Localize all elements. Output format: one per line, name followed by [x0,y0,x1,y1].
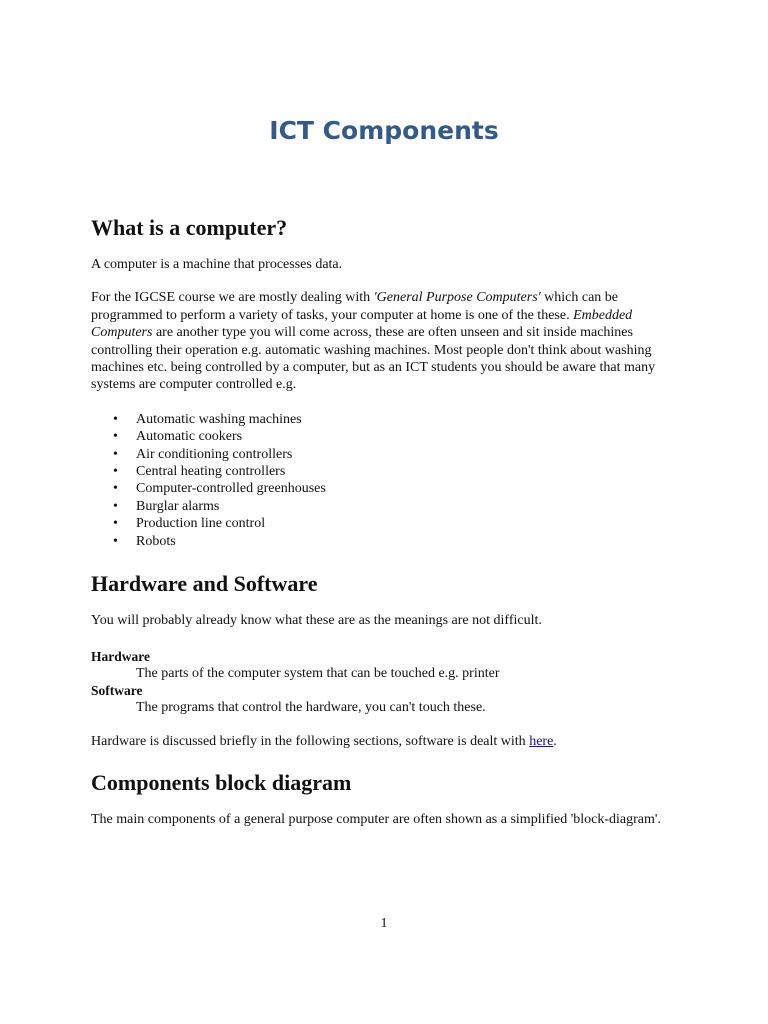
text-run: . [553,733,557,749]
list-item [91,428,691,445]
list-item-text: Air conditioning controllers [136,446,293,462]
definition-software: The programs that control the hardware, you can't touch these. [136,699,486,715]
list-item-text: Central heating controllers [136,464,286,480]
list-item [91,498,691,515]
paragraph-block-diagram: The main components of a general purpose computer are often shown as a simplified 'block-diagram'. [91,811,661,827]
list-item [91,446,691,463]
term-hardware: Hardware [91,648,150,664]
text-run: Hardware is discussed briefly in the following sections, software is dealt with [91,733,530,749]
page-title: ICT Components [269,116,499,145]
paragraph-intro: You will probably already know what these are as the meanings are not difficult. [91,613,542,629]
emphasis-general-purpose: 'General Purpose Computers' [373,290,541,306]
examples-list [91,411,691,550]
software-link[interactable]: here [529,733,554,749]
bullet: • [113,498,118,514]
list-item-text: Automatic washing machines [136,411,302,427]
term-software: Software [91,682,143,698]
list-item-text: Automatic cookers [136,429,243,445]
definition-hardware: The parts of the computer system that can be touched e.g. printer [136,665,500,681]
page-number: 1 [380,916,388,931]
emphasis-embedded: Embedded Computers [91,307,633,341]
bullet: • [113,533,118,549]
text-run: For the IGCSE course we are mostly dealing with [91,290,374,306]
paragraph-computer-types [91,289,691,393]
bullet: • [113,411,118,427]
list-item [91,515,691,532]
list-item [91,411,691,428]
bullet: • [113,446,118,462]
definition-list [91,648,691,716]
list-item-text: Computer-controlled greenhouses [136,481,326,497]
bullet: • [113,516,118,532]
bullet: • [113,481,118,497]
list-item-text: Production line control [136,516,266,532]
list-item-text: Robots [136,533,176,549]
bullet: • [113,429,118,445]
list-item [91,480,691,497]
list-item [91,463,691,480]
text-run: are another type you will come across, these are often unseen and sit inside machines controlling their operation e.g. automatic washing machines. Most people don't think about washing machines etc. being controlled by a computer, but as an ICT students you should be aware that many systems are computer controlled e.g. [91,325,656,393]
paragraph-definition: A computer is a machine that processes data. [91,257,343,272]
text-run: which can be programmed to perform a variety of tasks, your computer at home is one of the these. [91,290,619,323]
list-item [91,533,691,550]
bullet: • [113,464,118,480]
section-heading-hardware-software: Hardware and Software [91,571,318,597]
list-item-text: Burglar alarms [136,498,220,514]
document-body [91,212,691,828]
paragraph-hardware-note [91,733,691,750]
section-heading-block-diagram: Components block diagram [91,769,352,795]
section-heading-what-is-a-computer: What is a computer? [91,215,288,240]
